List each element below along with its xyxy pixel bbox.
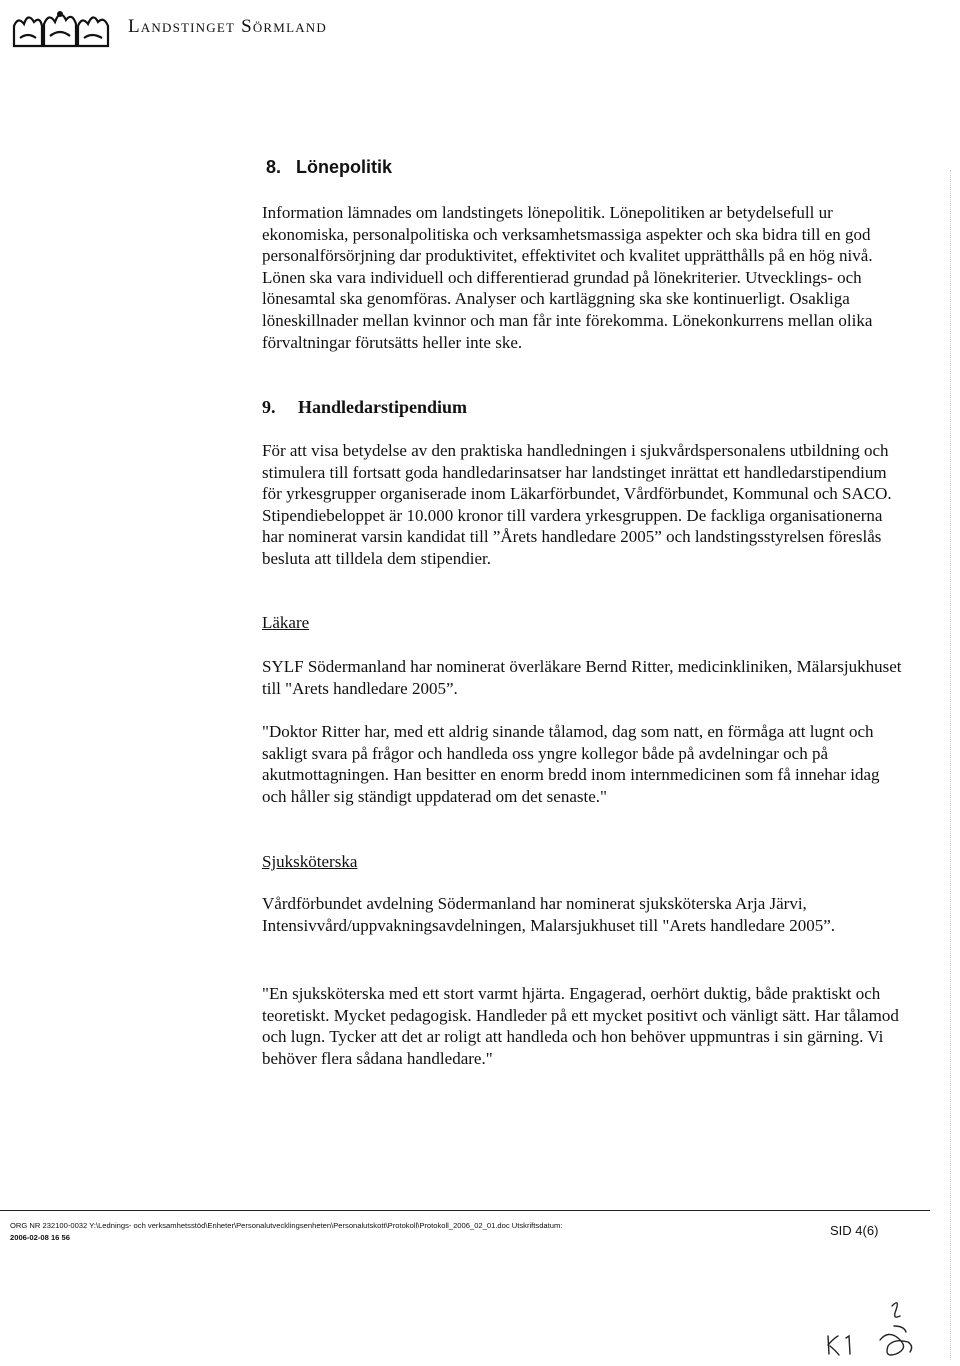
footer-file-path: ORG NR 232100-0032 Y:\Lednings- och verksamhetsstöd\Enheter\Personalutvecklingsenheten\Personalutskott\Protokoll\Protokoll_2006_02_01.doc Utskriftsdatum: xyxy=(10,1221,563,1230)
handwritten-initials-signature xyxy=(818,1296,938,1360)
footer-print-date: 2006-02-08 16 56 xyxy=(10,1233,70,1242)
sjukskoterska-quote: "En sjuksköterska med ett stort varmt hjärta. Engagerad, oerhört duktig, både praktiskt och teoretiskt. Mycket pedagogisk. Handleder på ett mycket positivt och vänligt sätt. Har tålamod och lugn. Tycker att det ar roligt att handleda och hon behöver uppmuntras i sin gärning. Vi behöver flera sådana handledare." xyxy=(262,984,899,1068)
sjukskoterska-nomination: Vårdförbundet avdelning Södermanland har nominerat sjuksköterska Arja Järvi, Intensivvård/uppvakningsavdelningen, Malarsjukhuset till "Arets handledare 2005”. xyxy=(262,894,835,935)
section-9-title: Handledarstipendium xyxy=(298,397,468,417)
lakare-nomination: SYLF Södermanland har nominerat överläkare Bernd Ritter, medicinkliniken, Mälarsjukhuset till "Arets handledare 2005”. xyxy=(262,657,902,698)
page-number: SID 4(6) xyxy=(830,1223,879,1238)
crowns-logo xyxy=(10,6,118,54)
section-9-paragraph: För att visa betydelse av den praktiska handledningen i sjukvårdspersonalens utbildning och stimulera till fortsatt goda handledarinsatser har landstinget inrättat ett handledarstipendium för yrkesgrupper organiserade inom Läkarförbundet, Vårdförbundet, Kommunal och SACO. Stipendiebeloppet är 10.000 kronor till vardera yrkesgruppen. De fackliga organisationerna har nominerat varsin kandidat till ”Årets handledare 2005” och landstingsstyrelsen föreslås besluta att tilldela dem stipendier. xyxy=(262,441,892,568)
organization-name: Landstinget Sörmland xyxy=(128,16,327,37)
section-8-heading xyxy=(266,157,392,178)
lakare-heading: Läkare xyxy=(262,613,310,632)
section-8-title: Lönepolitik xyxy=(296,157,392,177)
section-8-paragraph: Information lämnades om landstingets lönepolitik. Lönepolitiken ar betydelsefull ur ekonomiska, personalpolitiska och verksamhetsmassiga aspekter och ska bidra till en god personalförsörjning dar produktivitet, effektivitet och kvalitet upprätthålls på en hög nivå. Lönen ska vara individuell och differentierad grundad på lönekriterier. Utvecklings- och lönesamtal ska genomföras. Analyser och kartläggning ska ske kontinuerligt. Osakliga löneskillnader mellan kvinnor och man får inte förekomma. Lönekonkurrens mellan olika förvaltningar förutsätts heller inte ske. xyxy=(262,203,873,352)
section-9-number: 9. xyxy=(262,397,276,417)
sjukskoterska-heading: Sjuksköterska xyxy=(262,852,358,871)
footer-divider xyxy=(0,1210,930,1211)
scan-edge xyxy=(950,170,951,1360)
section-8-number: 8. xyxy=(266,157,282,177)
lakare-quote: "Doktor Ritter har, med ett aldrig sinande tålamod, dag som natt, en förmåga att lugnt och sakligt svara på frågor och handleda oss yngre kollegor både på avdelningar och på akutmottagningen. Han besitter en enorm bredd inom internmedicinen som få innehar idag och håller sig ständigt uppdaterad om det senaste." xyxy=(262,722,880,806)
section-9-heading xyxy=(262,397,467,418)
